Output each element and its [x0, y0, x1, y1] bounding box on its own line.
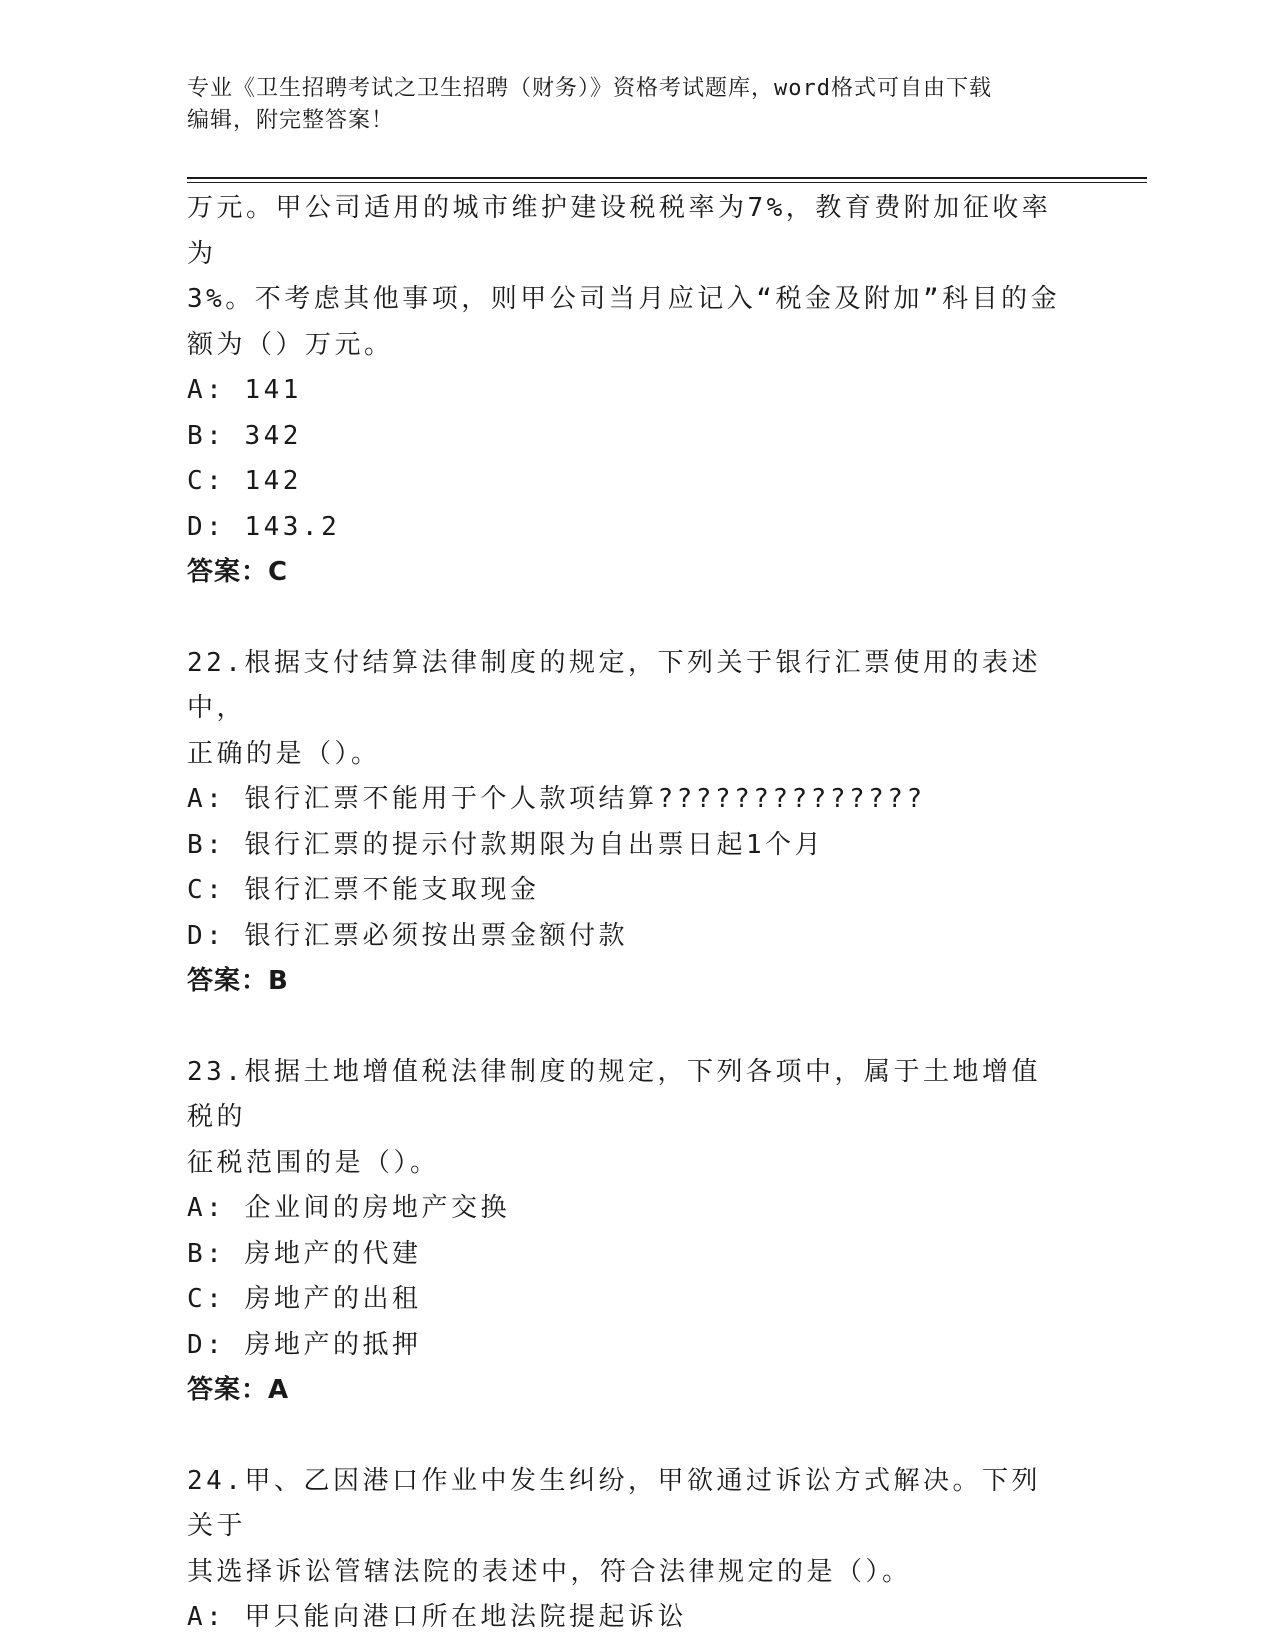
- question-text-line: 正确的是（）。: [187, 738, 381, 769]
- option-d: D: 银行汇票必须按出票金额付款: [187, 920, 628, 951]
- answer-label: 答案：B: [187, 966, 289, 996]
- option-d: D: 143.2: [187, 511, 341, 542]
- option-b: B: 房地产的代建: [187, 1238, 422, 1269]
- option-a: A: 甲只能向港口所在地法院提起诉讼: [187, 1602, 687, 1632]
- option-b: B: 银行汇票的提示付款期限为自出票日起1个月: [187, 829, 825, 860]
- option-c: C: 银行汇票不能支取现金: [187, 875, 540, 905]
- question-text-line: 征税范围的是（）。: [187, 1147, 440, 1178]
- spacer: [187, 596, 1067, 641]
- question-text-line: 额为（）万元。: [187, 329, 394, 360]
- question-text-line: 24.甲、乙因港口作业中发生纠纷，甲欲通过诉讼方式解决。下列关于: [187, 1465, 1041, 1541]
- answer-label: 答案：C: [187, 557, 289, 587]
- option-a: A: 企业间的房地产交换: [187, 1193, 510, 1223]
- question-text-line: 22.根据支付结算法律制度的规定，下列关于银行汇票使用的表述中，: [187, 647, 1041, 723]
- header-divider-thin: [187, 182, 1147, 183]
- question-fragment: [187, 186, 1067, 596]
- question-text-line: 23.根据土地增值税法律制度的规定，下列各项中，属于土地增值税的: [187, 1056, 1041, 1132]
- option-c: C: 房地产的出租: [187, 1284, 422, 1314]
- option-a: A: 141: [187, 375, 302, 405]
- header-line-2: 编辑，附完整答案！: [187, 108, 395, 133]
- option-c: C: 142: [187, 466, 302, 496]
- option-d: D: 房地产的抵押: [187, 1329, 422, 1360]
- option-a: A: 银行汇票不能用于个人款项结算??????????????: [187, 784, 926, 814]
- question-23: [187, 1050, 1067, 1414]
- option-b: B: 342: [187, 420, 302, 451]
- header-divider-thick: [187, 177, 1147, 179]
- spacer: [187, 1414, 1067, 1459]
- question-text-line: 3%。不考虑其他事项，则甲公司当月应记入“税金及附加”科目的金: [187, 284, 1061, 314]
- question-22: [187, 641, 1067, 1005]
- question-text-line: 万元。甲公司适用的城市维护建设税税率为7%，教育费附加征收率为: [187, 193, 1052, 269]
- question-content: [187, 186, 1067, 1641]
- answer-label: 答案：A: [187, 1375, 290, 1405]
- spacer: [187, 1005, 1067, 1050]
- document-header: [187, 73, 1067, 137]
- question-text-line: 其选择诉讼管辖法院的表述中，符合法律规定的是（）。: [187, 1556, 912, 1587]
- header-line-1: 专业《卫生招聘考试之卫生招聘（财务）》资格考试题库，word格式可自由下载: [187, 76, 992, 101]
- question-24: [187, 1459, 1067, 1641]
